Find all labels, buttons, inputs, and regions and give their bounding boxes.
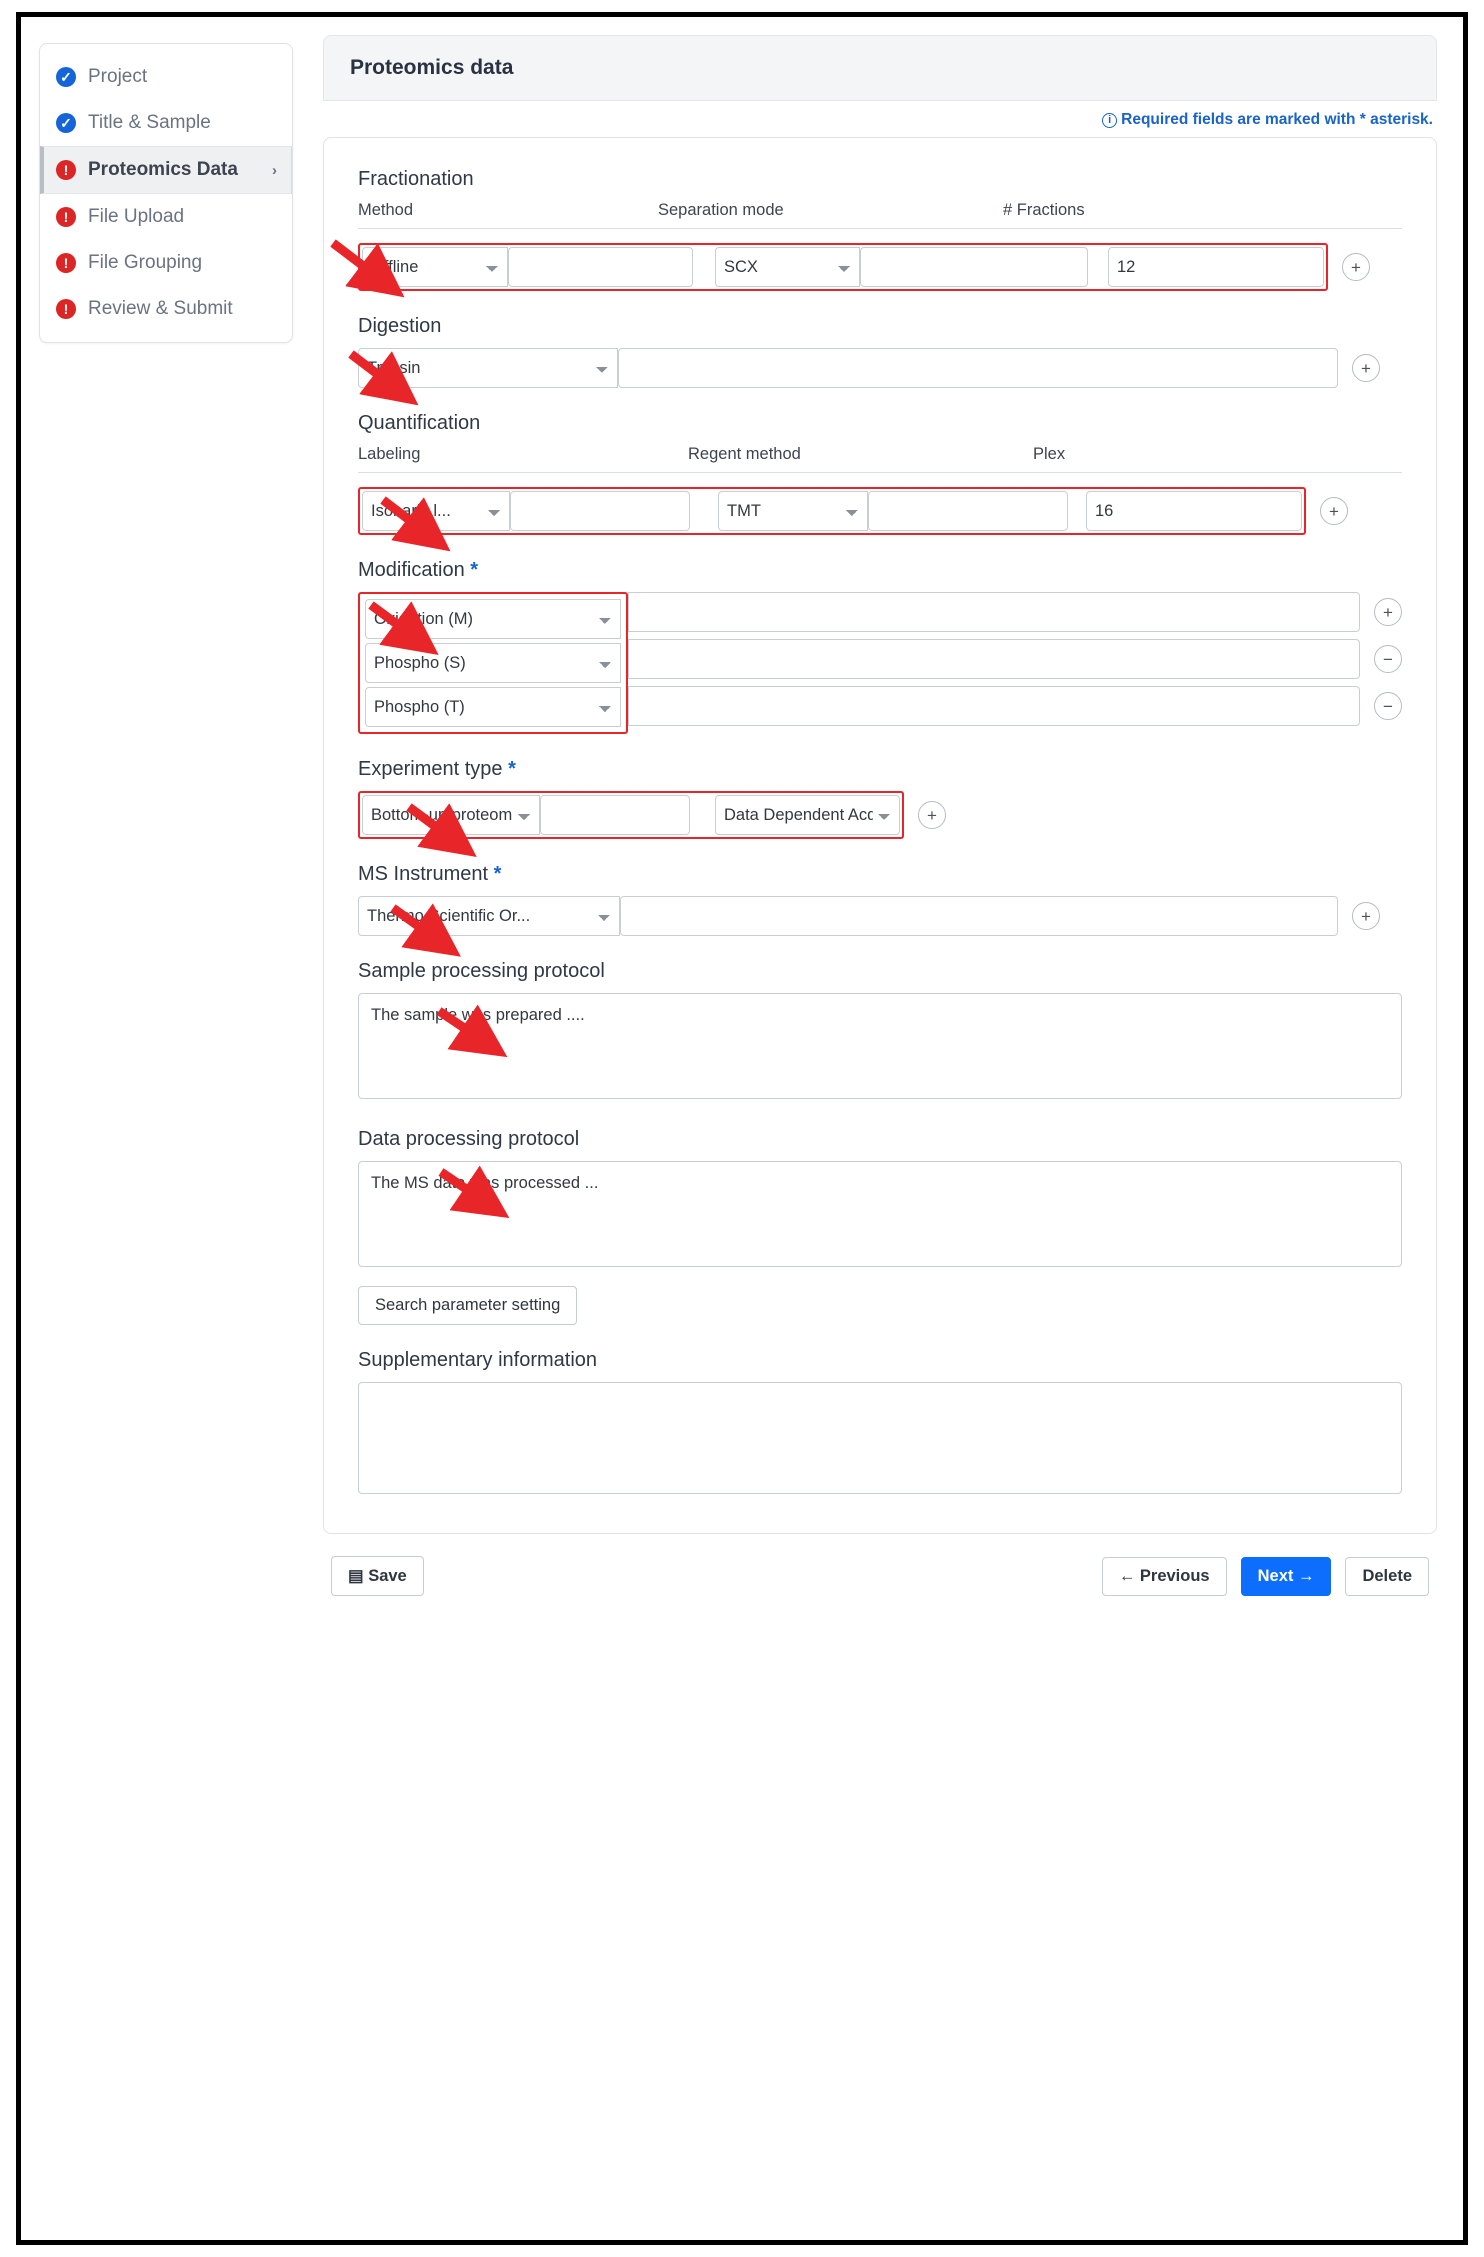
section-title-quantification: Quantification [358, 412, 481, 434]
add-ms-instrument-button[interactable]: + [1352, 902, 1380, 930]
arrow-left-icon: ← [1118, 1566, 1136, 1585]
digestion-enzyme-select[interactable] [358, 348, 618, 388]
fractionation-highlight [358, 243, 1328, 291]
sidebar-item-review-submit[interactable] [40, 286, 292, 332]
add-modification-button[interactable]: + [1374, 598, 1402, 626]
section-title-modification-text: Modification [358, 559, 465, 581]
sidebar-item-label: File Upload [88, 206, 185, 227]
labeling-select[interactable] [362, 491, 510, 531]
column-header-method: Method [358, 201, 414, 219]
sample-processing-protocol-textarea[interactable] [358, 993, 1402, 1099]
search-parameter-setting-row [358, 1286, 1402, 1325]
section-title-experiment-type [358, 758, 1402, 781]
ms-instrument-control [358, 896, 1338, 936]
fractions-count-input[interactable] [1108, 247, 1324, 287]
section-title-experiment-type-text: Experiment type [358, 758, 503, 780]
fractionation-column-headers [358, 201, 1402, 229]
separation-mode-control [715, 247, 1088, 287]
modification-group [358, 592, 1402, 734]
sidebar-item-file-upload[interactable] [40, 194, 292, 240]
ms-instrument-select[interactable] [358, 896, 620, 936]
modification-row-3 [628, 686, 1402, 726]
footer-right-group [1102, 1557, 1429, 1596]
modification-note-input-3[interactable] [628, 686, 1360, 726]
modification-select-2[interactable] [365, 643, 621, 683]
section-title-ms-instrument-text: MS Instrument [358, 863, 489, 885]
add-digestion-button[interactable]: + [1352, 354, 1380, 382]
required-fields-note [323, 101, 1437, 137]
add-quantification-button[interactable]: + [1320, 497, 1348, 525]
digestion-note-input[interactable] [618, 348, 1338, 388]
modification-select-1[interactable] [365, 599, 621, 639]
modification-row-1 [628, 592, 1402, 632]
app-window [16, 12, 1468, 2245]
experiment-type-control [362, 795, 690, 835]
save-icon: ▤ [348, 1567, 364, 1585]
required-asterisk: * [508, 758, 516, 780]
labeling-note-input[interactable] [510, 491, 690, 531]
modification-note-input-2[interactable] [628, 639, 1360, 679]
check-icon: ✓ [56, 113, 76, 133]
experiment-type-row [358, 791, 1402, 839]
fractionation-row [358, 243, 1402, 291]
step-list [39, 43, 293, 343]
section-title-data-protocol: Data processing protocol [358, 1128, 580, 1150]
alert-icon: ! [56, 253, 76, 273]
separation-mode-select[interactable] [715, 247, 860, 287]
sidebar-item-label: File Grouping [88, 252, 203, 273]
plex-input[interactable] [1086, 491, 1302, 531]
required-fields-note-text: Required fields are marked with * asterisk. [1121, 111, 1433, 128]
section-title-modification [358, 559, 1402, 582]
previous-button[interactable] [1102, 1557, 1227, 1596]
remove-modification-button-2[interactable]: − [1374, 645, 1402, 673]
previous-button-label: Previous [1139, 1566, 1210, 1585]
modification-select-3[interactable] [365, 687, 621, 727]
column-header-fractions: # Fractions [1003, 201, 1085, 219]
next-button[interactable] [1241, 1557, 1332, 1596]
sidebar-item-file-grouping[interactable] [40, 240, 292, 286]
next-button-label: Next [1257, 1566, 1294, 1585]
form-footer [323, 1534, 1437, 1618]
ms-instrument-row [358, 896, 1402, 936]
sidebar-item-project[interactable] [40, 54, 292, 100]
modification-highlight [358, 592, 628, 734]
digestion-row [358, 348, 1402, 388]
search-parameter-setting-button[interactable]: Search parameter setting [358, 1286, 577, 1325]
labeling-control [362, 491, 690, 531]
sidebar-item-label: Review & Submit [88, 298, 233, 319]
regent-method-control [718, 491, 1068, 531]
sidebar-item-label: Project [88, 66, 148, 87]
experiment-type-highlight [358, 791, 904, 839]
sidebar-item-label: Proteomics Data [88, 159, 238, 180]
sidebar [21, 17, 311, 2240]
experiment-type-note-input[interactable] [540, 795, 690, 835]
column-header-regent-method: Regent method [688, 445, 801, 463]
add-experiment-type-button[interactable]: + [918, 801, 946, 829]
separation-mode-note-input[interactable] [860, 247, 1088, 287]
column-header-plex: Plex [1033, 445, 1066, 463]
experiment-type-select[interactable] [362, 795, 540, 835]
column-header-separation-mode: Separation mode [658, 201, 784, 219]
quantification-column-headers [358, 445, 1402, 473]
fractionation-method-control [362, 247, 693, 287]
sidebar-item-proteomics-data[interactable] [40, 146, 292, 194]
fractionation-method-note-input[interactable] [508, 247, 693, 287]
sidebar-item-label: Title & Sample [88, 112, 211, 133]
sidebar-item-title-sample[interactable] [40, 100, 292, 146]
info-icon: i [1102, 113, 1117, 128]
supplementary-information-textarea[interactable] [358, 1382, 1402, 1494]
save-button[interactable] [331, 1556, 424, 1596]
main-content [311, 17, 1463, 2240]
modification-notes-column [628, 592, 1402, 726]
chevron-right-icon: › [272, 161, 277, 179]
required-asterisk: * [493, 863, 502, 885]
section-title-ms-instrument [358, 863, 1402, 886]
section-title-sample-protocol: Sample processing protocol [358, 960, 605, 982]
alert-icon: ! [56, 299, 76, 319]
section-title-supplementary: Supplementary information [358, 1349, 598, 1371]
modification-note-input-1[interactable] [628, 592, 1360, 632]
arrow-right-icon: → [1297, 1566, 1315, 1585]
save-button-label: Save [368, 1567, 407, 1585]
modification-row-2 [628, 639, 1402, 679]
digestion-control [358, 348, 1338, 388]
regent-method-select[interactable] [718, 491, 868, 531]
acquisition-mode-select[interactable] [715, 795, 900, 835]
required-asterisk: * [470, 559, 479, 581]
quantification-highlight [358, 487, 1306, 535]
alert-icon: ! [56, 160, 76, 180]
remove-modification-button-3[interactable]: − [1374, 692, 1402, 720]
check-icon: ✓ [56, 67, 76, 87]
add-fractionation-button[interactable]: + [1342, 253, 1370, 281]
proteomics-form-card [323, 137, 1437, 1534]
data-processing-protocol-textarea[interactable] [358, 1161, 1402, 1267]
regent-method-note-input[interactable] [868, 491, 1068, 531]
alert-icon: ! [56, 207, 76, 227]
column-header-labeling: Labeling [358, 445, 421, 463]
fractionation-method-select[interactable] [362, 247, 508, 287]
page-title: Proteomics data [323, 35, 1437, 101]
section-title-digestion: Digestion [358, 315, 442, 337]
quantification-row [358, 487, 1402, 535]
delete-button[interactable]: Delete [1345, 1557, 1429, 1596]
ms-instrument-note-input[interactable] [620, 896, 1338, 936]
section-title-fractionation: Fractionation [358, 168, 474, 190]
